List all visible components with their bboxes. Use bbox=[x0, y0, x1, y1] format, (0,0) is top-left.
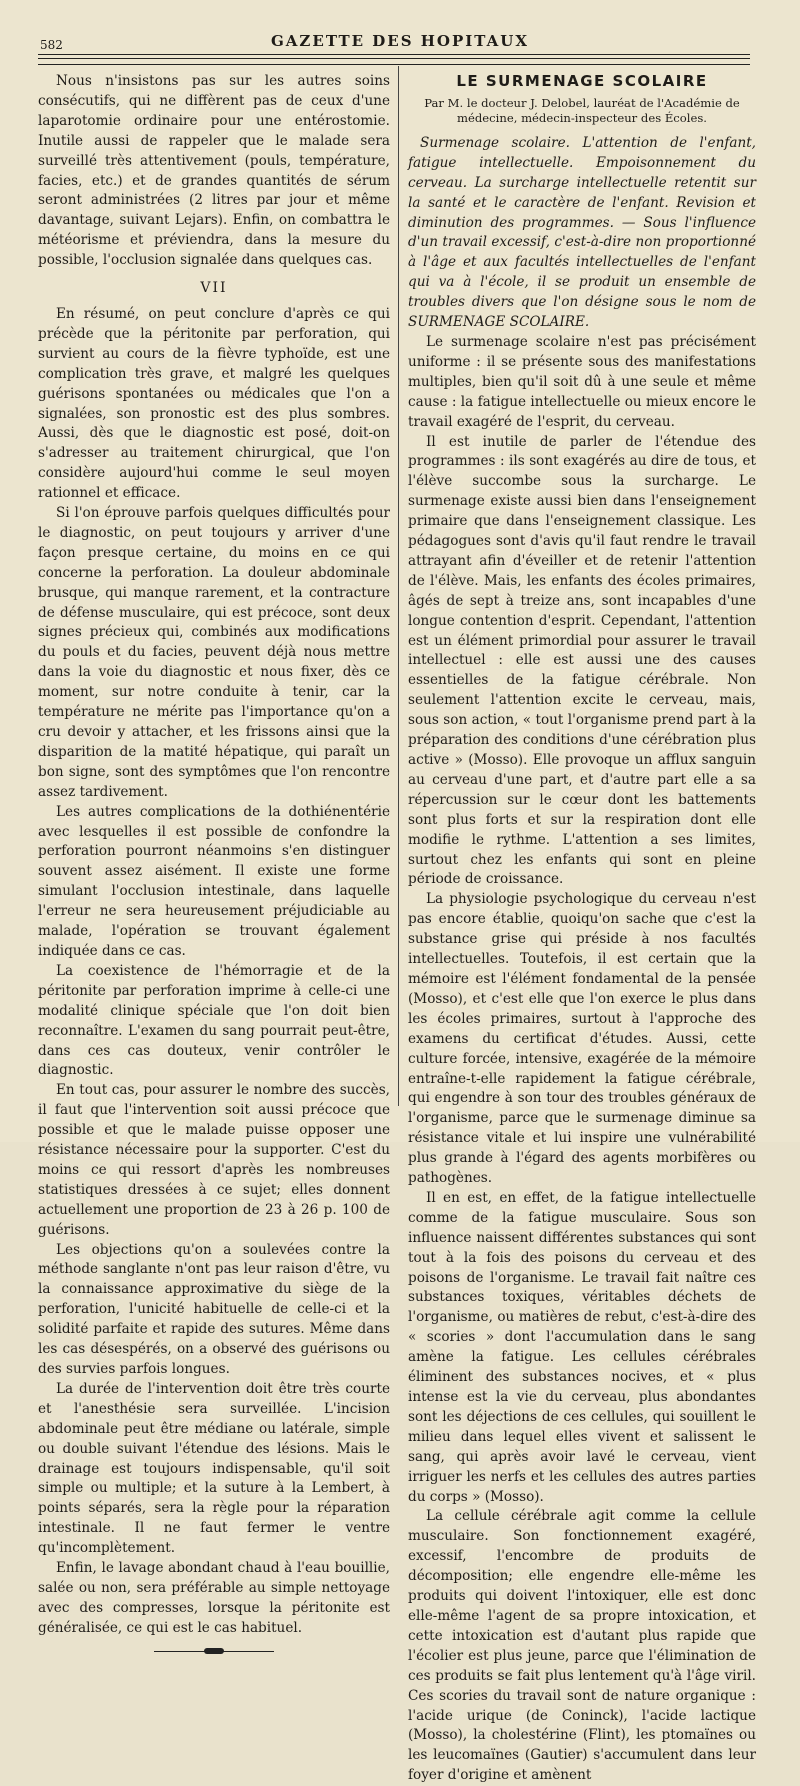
column-divider bbox=[398, 66, 399, 1106]
paragraph: Le surmenage scolaire n'est pas précisément uniforme : il se présente sous des manifestations multiples, bien qu'il soit dû à une seule et même cause : la fatigue intellectuelle ou mieux encore le travail exagéré de l'esprit, du cerveau. bbox=[408, 333, 756, 430]
article-title: LE SURMENAGE SCOLAIRE bbox=[456, 72, 708, 90]
paragraph: Les objections qu'on a soulevées contre la méthode sanglante n'ont pas leur raison d'être, vu la connaissance approximative du siège de la perforation, l'unicité habituelle de celle-ci et la solidité parfaite et rapide des sutures. Même dans les cas désespérés, on a observé des guérisons ou des survies parfois longues. bbox=[38, 1241, 390, 1377]
paragraph: Il est inutile de parler de l'étendue des programmes : ils sont exagérés au dire de tous, et l'élève succombe sous la surcharge. Le surmenage existe aussi bien dans l'enseignement primaire que dans l'enseignement classique. Les pédagogues sont d'avis qu'il faut rendre le travail attrayant afin d'éveiller et de retenir l'attention de l'élève. Mais, les enfants des écoles primaires, âgés de sept à treize ans, sont incapables d'une longue contention d'esprit. Cependant, l'attention est un élément primordial pour assurer le travail intellectuel : elle est aussi une des causes essentielles de la fatigue cérébrale. Non seulement l'attention excite le cerveau, mais, sous son action, « tout l'organisme prend part à la préparation des conditions d'une cérébration plus active » (Mosso). Elle provoque un afflux sanguin au cerveau d'une part, et d'autre part elle a sa répercussion sur le cœur dont les battements sont plus forts et sur la respiration dont elle modifie le rythme. L'attention a ses limites, surtout chez les enfants qui sont en pleine période de croissance. bbox=[408, 433, 756, 888]
paragraph: En résumé, on peut conclure d'après ce qui précède que la péritonite par perforation, qui survient au cours de la fièvre typhoïde, est une complication très grave, et malgré les quelques guérisons spontanées ou médicales que l'on a signalées, son pronostic est des plus sombres. Aussi, dès que le diagnostic est posé, doit-on s'adresser au traitement chirurgical, que l'on considère aujourd'hui comme le seul moyen rationnel et efficace. bbox=[38, 305, 390, 502]
paragraph: Nous n'insistons pas sur les autres soins consécutifs, qui ne diffèrent pas de ceux d'une laparotomie ordinaire pour une entérostomie. Inutile aussi de rappeler que le malade sera surveillé très attentivement (pouls, température, facies, etc.) et de grandes quantités de sérum seront administrées (2 litres par jour et même davantage, suivant Lejars). Enfin, on combattra le météorisme et préviendra, dans la mesure du possible, l'occlusion signalée dans quelques cas. bbox=[38, 73, 390, 269]
paragraph: La coexistence de l'hémorragie et de la péritonite par perforation imprime à celle-ci une modalité clinique spéciale que l'on doit bien reconnaître. L'examen du sang pourrait peut-être, dans ces cas douteux, venir contrôler le diagnostic. bbox=[38, 962, 390, 1079]
header-rule bbox=[38, 54, 750, 55]
end-ornament bbox=[154, 1651, 274, 1652]
article-summary: Surmenage scolaire. L'attention de l'enfant, fatigue intellectuelle. Empoisonnement du cerveau. La surcharge intellectuelle retentit sur la santé et le caractère de l'enfant. Revision et diminution des programmes. — Sous l'influence d'un travail excessif, c'est-à-dire non proportionné à l'âge et aux facultés intellectuelles de l'enfant qui va à l'école, il se produit un ensemble de troubles divers que l'on désigne sous le nom de SURMENAGE SCOLAIRE. bbox=[408, 134, 756, 331]
header-rule bbox=[38, 64, 750, 65]
left-column bbox=[38, 72, 390, 1652]
page-header bbox=[30, 28, 770, 56]
byline: Par M. le docteur J. Delobel, lauréat de l'Académie de médecine, médecin-inspecteur des Écoles. bbox=[424, 95, 740, 125]
paragraph: Enfin, le lavage abondant chaud à l'eau bouillie, salée ou non, sera préférable au simple nettoyage avec des compresses, lorsque la péritonite est généralisée, ce qui est le cas habituel. bbox=[38, 1560, 390, 1636]
paragraph: Si l'on éprouve parfois quelques difficultés pour le diagnostic, on peut toujours y arriver d'une façon presque certaine, du moins en ce qui concerne la perforation. La douleur abdominale brusque, qui manque rarement, et la contracture de défense musculaire, qui est précoce, sont deux signes précieux qui, combinés aux modifications du pouls et du facies, peuvent déjà nous mettre dans la voie du diagnostic et nous fixer, dès ce moment, sur notre conduite à tenir, car la température ne mérite pas l'importance qu'on a cru devoir y attacher, et les frissons ainsi que la disparition de la matité hépatique, qui paraît un bon signe, sont des symptômes que l'on rencontre assez tardivement. bbox=[38, 505, 390, 800]
paragraph: Les autres complications de la dothiénentérie avec lesquelles il est possible de confondre la perforation pourront néanmoins s'en distinguer souvent assez aisément. Il existe une forme simulant l'occlusion intestinale, dans laquelle l'erreur ne sera heureusement préjudiciable au malade, l'opération se trouvant également indiquée dans ce cas. bbox=[38, 803, 390, 959]
page-number: 582 bbox=[40, 38, 63, 52]
paragraph: En tout cas, pour assurer le nombre des succès, il faut que l'intervention soit aussi précoce que possible et que le malade puisse opposer une résistance nécessaire pour la supporter. C'est du moins ce qui ressort d'après les nombreuses statistiques dressées à ce sujet; elles donnent actuellement une proportion de 23 à 26 p. 100 de guérisons. bbox=[38, 1082, 390, 1238]
paragraph: La durée de l'intervention doit être très courte et l'anesthésie sera surveillée. L'incision abdominale peut être médiane ou latérale, simple ou double suivant l'étendue des lésions. Mais le drainage est toujours indispensable, qu'il soit simple ou multiple; et la suture à la Lembert, à points séparés, sera la règle pour la réparation intestinale. Il ne faut fermer le ventre qu'incomplètement. bbox=[38, 1380, 390, 1557]
paragraph: La cellule cérébrale agit comme la cellule musculaire. Son fonctionnement exagéré, excessif, l'encombre de produits de décomposition; elle engendre elle-même les produits qui doivent l'intoxiquer, elle est donc elle-même l'agent de sa propre intoxication, et cette intoxication est d'autant plus rapide que l'écolier est plus jeune, parce que l'élimination de ces produits se fait plus lentement qu'à l'âge viril. Ces scories du travail sont de nature organique : l'acide urique (de Coninck), l'acide lactique (Mosso), la cholestérine (Flint), les ptomaïnes ou les leucomaïnes (Gautier) s'accumulent dans leur foyer d'origine et amènent bbox=[408, 1508, 756, 1784]
journal-title: GAZETTE DES HOPITAUX bbox=[270, 32, 529, 50]
right-column bbox=[408, 72, 756, 1786]
paragraph: La physiologie psychologique du cerveau n'est pas encore établie, quoiqu'on sache que c'est la substance grise qui préside à nos facultés intellectuelles. Toutefois, il est certain que la mémoire est l'élément fondamental de la pensée (Mosso), et c'est elle que l'on exerce le plus dans les écoles primaires, surtout à l'approche des examens du certificat d'études. Aussi, cette culture forcée, intensive, exagérée de la mémoire entraîne-t-elle rapidement la fatigue cérébrale, qui engendre à son tour des troubles généraux de l'organisme, parce que le surmenage diminue sa résistance vitale et lui inspire une vulnérabilité plus grande à l'égard des agents morbifères ou pathogènes. bbox=[408, 891, 756, 1187]
paragraph: Il en est, en effet, de la fatigue intellectuelle comme de la fatigue musculaire. Sous son influence naissent différentes substances qui sont tout à la fois des poisons du cerveau et des poisons de l'organisme. Le travail fait naître ces substances toxiques, véritables déchets de l'organisme, ou matières de rebut, c'est-à-dire des « scories » dont l'accumulation dans le sang amène la fatigue. Les cellules cérébrales éliminent des substances nocives, et « plus intense est la vie du cerveau, plus abondantes sont les déjections de ces cellules, qui souillent le milieu dans lequel elles vivent et salissent le sang, qui après avoir lavé le cerveau, vient irriguer les nerfs et les cellules des autres parties du corps » (Mosso). bbox=[408, 1189, 756, 1505]
section-heading: VII bbox=[200, 280, 228, 297]
header-rule bbox=[38, 58, 750, 59]
